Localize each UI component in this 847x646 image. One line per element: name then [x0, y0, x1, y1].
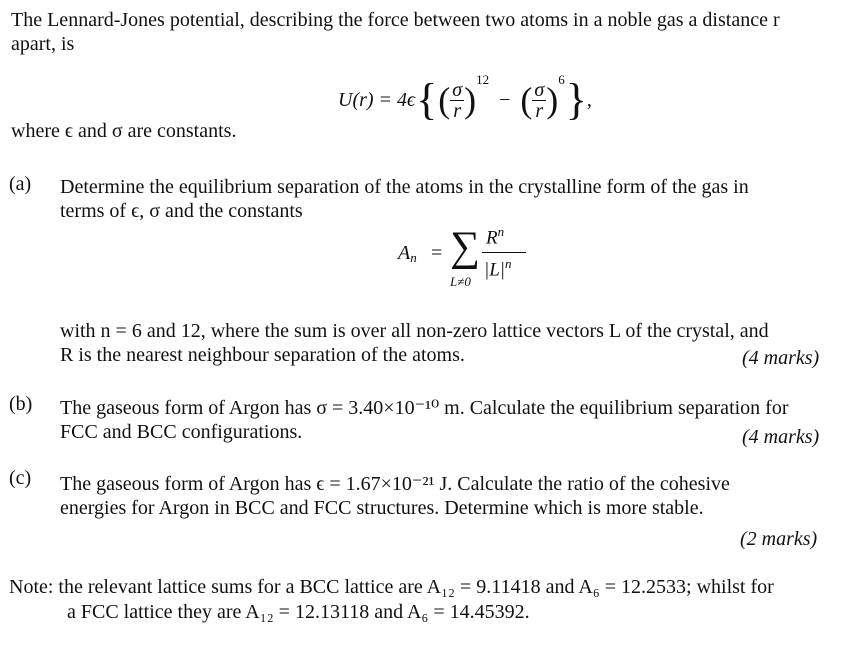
- part-b-marks: (4 marks): [742, 426, 820, 448]
- part-c-line-2: energies for Argon in BCC and FCC structures. Determine which is more stable.: [60, 497, 704, 519]
- summation-index: L≠0: [450, 274, 471, 289]
- part-b-line-1: The gaseous form of Argon has σ = 3.40×10⁻¹⁰ m. Calculate the equilibrium separation for: [60, 397, 789, 419]
- part-a-line-2: terms of ϵ, σ and the constants: [60, 200, 303, 222]
- right-paren-2: ): [546, 80, 559, 120]
- left-brace: {: [416, 75, 438, 124]
- minus-sign: −: [499, 88, 511, 111]
- part-b-label: (b): [9, 393, 33, 415]
- intro-line-1: The Lennard-Jones potential, describing the force between two atoms in a noble gas a distance r: [11, 9, 780, 31]
- part-c-line-1: The gaseous form of Argon has ϵ = 1.67×10⁻²¹ J. Calculate the ratio of the cohesive: [60, 473, 730, 495]
- lattice-sum-equals: =: [431, 242, 443, 264]
- part-b-line-2: FCC and BCC configurations.: [60, 421, 303, 443]
- where-constants: where ϵ and σ are constants.: [11, 120, 237, 142]
- right-paren-1: ): [464, 80, 477, 120]
- exponent-6: 6: [558, 72, 565, 87]
- part-c-marks: (2 marks): [740, 528, 818, 550]
- exponent-12: 12: [476, 72, 490, 87]
- lattice-sum-denominator: $|L|^n$: [484, 256, 512, 281]
- intro-line-2: apart, is: [11, 33, 75, 55]
- equation-lhs: U(r) = 4ϵ: [338, 88, 416, 111]
- left-paren-2: (: [520, 80, 533, 120]
- lattice-sum-equation: [398, 222, 538, 294]
- equation-comma: ,: [586, 88, 592, 111]
- note-line-2: a FCC lattice they are A₁₂ = 12.13118 and A₆ = 14.45392.: [67, 601, 530, 623]
- lattice-sum-lhs: An: [398, 242, 417, 265]
- right-brace: }: [565, 75, 587, 124]
- part-c-label: (c): [9, 467, 32, 489]
- fraction-sigma-over-r-1: $\frac{\sigma}{r}$: [452, 78, 463, 122]
- fraction-bar: [482, 252, 526, 253]
- note-line-1: Note: the relevant lattice sums for a BCC lattice are A₁₂ = 9.11418 and A₆ = 12.2533; whilst for: [9, 576, 774, 598]
- part-a-label: (a): [9, 173, 32, 195]
- part-a-line-1: Determine the equilibrium separation of the atoms in the crystalline form of the gas in: [60, 176, 749, 198]
- left-paren-1: (: [438, 80, 451, 120]
- part-a-marks: (4 marks): [742, 347, 820, 369]
- fraction-sigma-over-r-2: $\frac{\sigma}{r}$: [534, 78, 545, 122]
- summation-sign: ∑: [450, 224, 480, 270]
- part-a-line-3: with n = 6 and 12, where the sum is over all non-zero lattice vectors L of the crystal, and: [60, 320, 769, 342]
- lennard-jones-equation: [338, 70, 592, 130]
- lattice-sum-numerator: $R^n$: [486, 224, 505, 249]
- part-a-line-4: R is the nearest neighbour separation of the atoms.: [60, 344, 465, 366]
